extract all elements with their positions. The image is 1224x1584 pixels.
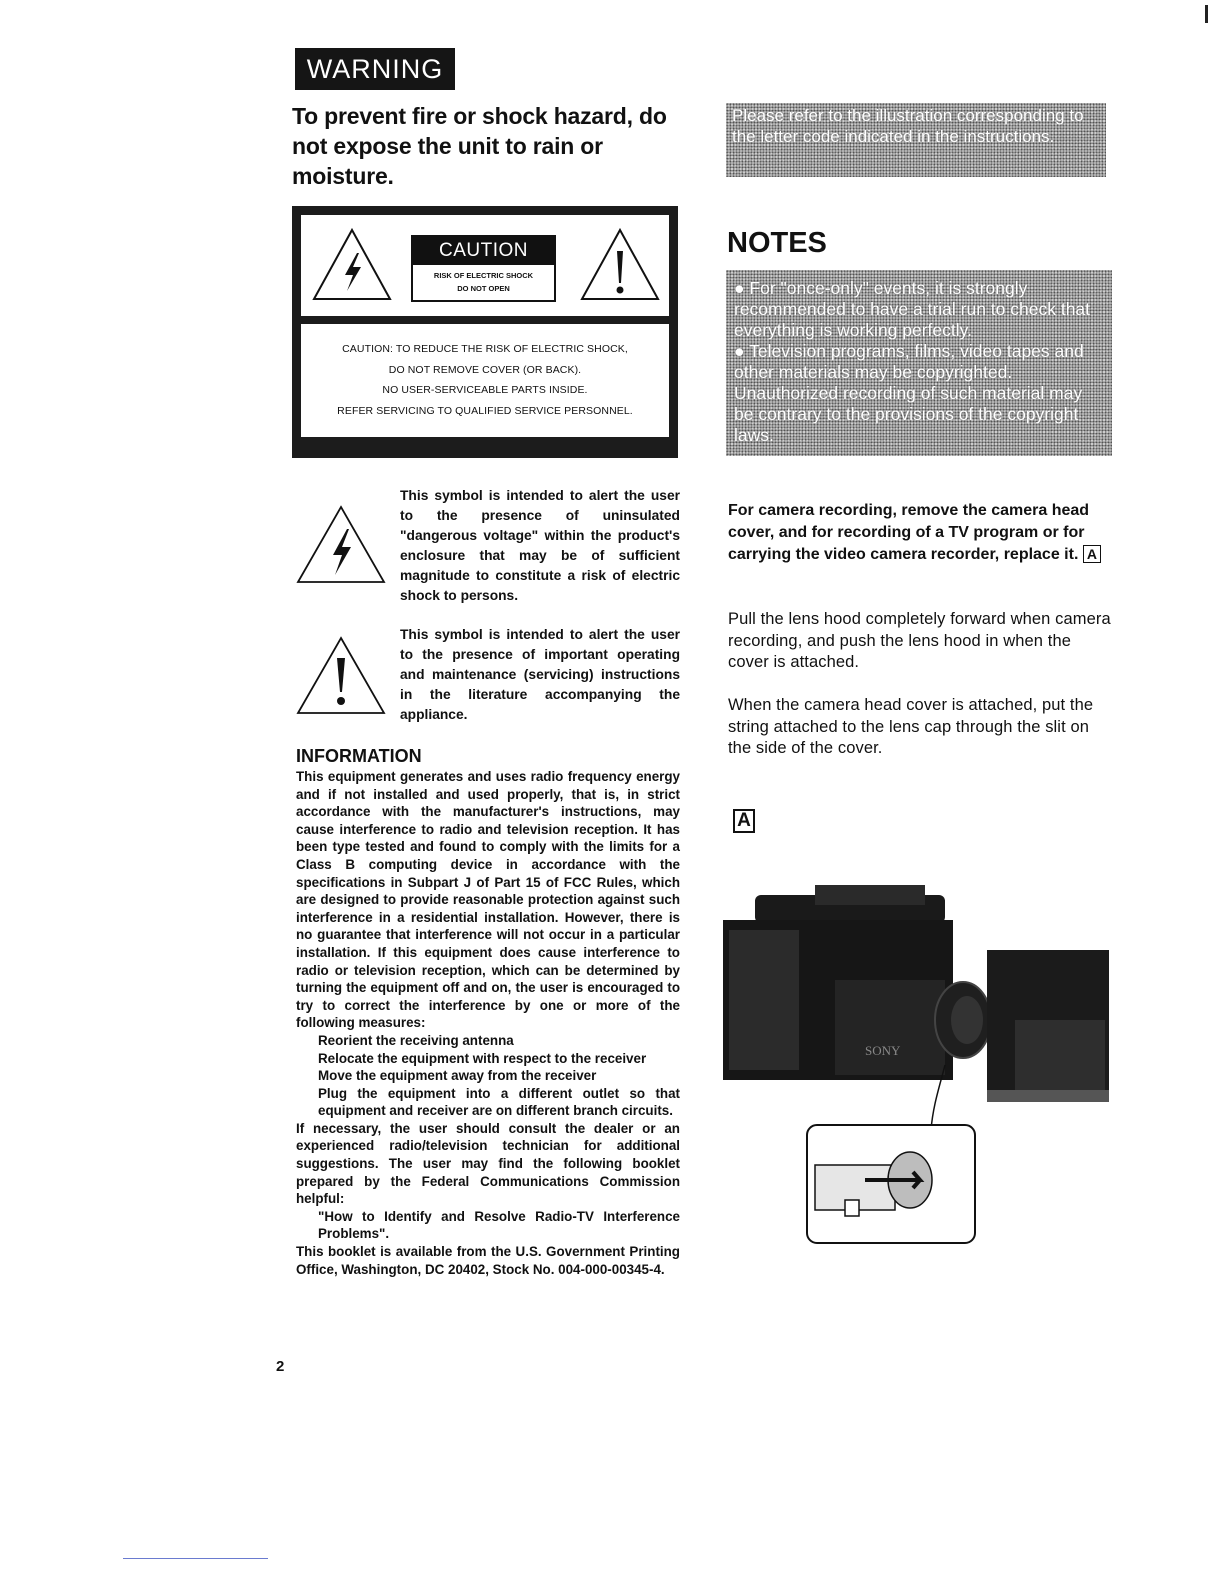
inset-switch <box>845 1200 859 1216</box>
scan-rule <box>123 1558 268 1559</box>
string-note: When the camera head cover is attached, put the string attached to the lens cap through the slit on the side of the cover. <box>728 696 1094 757</box>
list-item: Move the equipment away from the receiver <box>318 1068 597 1084</box>
caution-risk-line1: RISK OF ELECTRIC SHOCK <box>433 271 534 280</box>
notes-heading: NOTES <box>727 227 827 259</box>
information-consult: If necessary, the user should consult the dealer or an experienced radio/television technician for additional suggestions. The user may find the following booklet prepared by the Federal Communications Commission helpful: <box>296 1120 680 1207</box>
caution-text-block <box>301 324 669 437</box>
caution-label-top <box>301 215 669 316</box>
caution-label-panel <box>292 206 678 458</box>
page-number: 2 <box>276 1358 285 1375</box>
exclamation-symbol-icon <box>296 636 386 716</box>
exclamation-warning-icon <box>579 227 661 302</box>
figure-label: A <box>733 809 755 833</box>
caution-line: NO USER-SERVICEABLE PARTS INSIDE. <box>382 384 588 396</box>
camera-side-panel <box>729 930 799 1070</box>
hazard-statement: To prevent fire or shock hazard, do not expose the unit to rain or moisture. <box>292 103 667 189</box>
camera-brand: SONY <box>865 1043 901 1058</box>
camera-viewfinder <box>815 885 925 905</box>
note-item: ● For "once-only" events, it is strongly recommended to have a trial run to check that everything is working perfectly. <box>734 278 1091 340</box>
information-intro: This equipment generates and uses radio frequency energy and if not installed and used properly, that is, in strict accordance with the manufacturer's instructions, may cause interference to radio and television reception. It has been type tested and found to comply with the limits for a Class B computing device in accordance with the specifications in Subpart J of Part 15 of FCC Rules, which are designed to provide reasonable protection against such interference in a residential installation. However, there is no guarantee that interference will not occur in a particular installation. If this equipment does cause interference to radio or television reception, which can be determined by turning the equipment off and on, the user is encouraged to try to correct the interference by one or more of the following measures: <box>296 769 680 1031</box>
camera-head-instruction <box>728 500 1112 566</box>
list-item: Relocate the equipment with respect to the receiver <box>318 1050 647 1066</box>
caution-risk-text <box>413 269 554 295</box>
lens-inner <box>951 996 983 1044</box>
exclamation-symbol-description: This symbol is intended to alert the user to the presence of important operating and maintenance (servicing) instructions in the literature accompanying the appliance. <box>400 627 680 722</box>
caution-line: DO NOT REMOVE COVER (OR BACK). <box>388 363 582 376</box>
booklet-availability: This booklet is available from the U.S. Government Printing Office, Washington, DC 20402, Stock No. 004-000-00345-4. <box>296 1244 680 1277</box>
caution-title: CAUTION <box>413 237 554 265</box>
caution-line: CAUTION: TO REDUCE THE RISK OF ELECTRIC SHOCK, <box>342 343 628 355</box>
caution-risk-line2: DO NOT OPEN <box>457 284 510 293</box>
figure-ref-code: A <box>1083 545 1101 563</box>
warning-label: WARNING <box>295 48 455 90</box>
lightning-symbol-description: This symbol is intended to alert the user to the presence of uninsulated "dangerous voltage" within the product's enclosure that may be of sufficient magnitude to constitute a risk of electric shock to persons. <box>400 488 680 603</box>
scan-mark <box>1205 5 1208 23</box>
lightning-warning-icon <box>311 227 393 302</box>
camera-front <box>835 980 945 1075</box>
information-body <box>296 768 680 1278</box>
lens-hood-note: Pull the lens hood completely forward when camera recording, and push the lens hood in when the cover is attached. <box>728 610 1111 671</box>
list-item: Plug the equipment into a different outlet so that equipment and receiver are on different branch circuits. <box>318 1085 680 1119</box>
notes-box <box>726 270 1112 456</box>
refer-note-box: Please refer to the illustration corresponding to the letter code indicated in the instructions. <box>726 103 1106 177</box>
measures-list <box>296 1032 680 1120</box>
cover-lip <box>987 1090 1109 1102</box>
list-item: Reorient the receiving antenna <box>318 1032 514 1048</box>
caution-line: REFER SERVICING TO QUALIFIED SERVICE PERSONNEL. <box>337 404 633 417</box>
camera-illustration <box>715 880 1125 1250</box>
booklet-title: "How to Identify and Resolve Radio-TV Interference Problems". <box>318 1208 680 1242</box>
information-heading: INFORMATION <box>296 746 422 766</box>
lightning-symbol-icon <box>296 505 386 585</box>
camera-head-instruction-text: For camera recording, remove the camera head cover, and for recording of a TV program or for carrying the video camera recorder, replace it. <box>728 502 1090 563</box>
caution-badge <box>411 235 556 302</box>
note-item: ● Television programs, films, video tapes and other materials may be copyrighted. Unauthorized recording of such material may be contrary to the provisions of the copyright laws. <box>734 341 1084 445</box>
cover-opening <box>1015 1020 1105 1090</box>
